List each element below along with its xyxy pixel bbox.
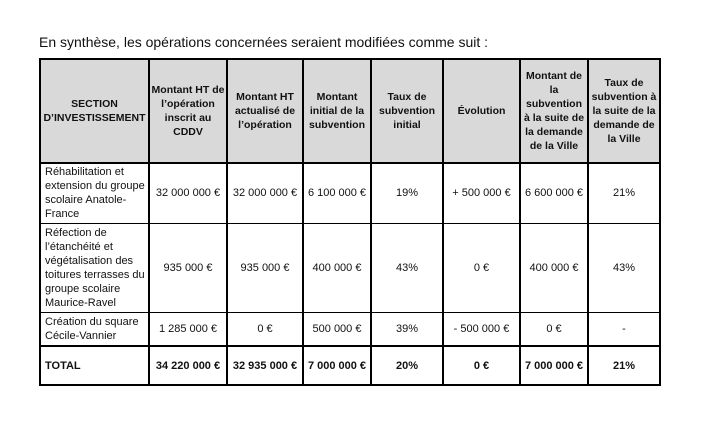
header-taux-subvention-initial: Taux de subvention initial [371, 59, 443, 163]
investment-operations-table [39, 58, 661, 386]
table-header-row [40, 59, 660, 163]
table-row [40, 223, 660, 312]
header-evolution: Évolution [443, 59, 520, 163]
table-cell: - [588, 312, 660, 346]
table-cell: 400 000 € [520, 223, 588, 312]
total-cell: 20% [371, 346, 443, 385]
header-montant-ht-cddv: Montant HT de l’opération inscrit au CDDV [149, 59, 227, 163]
table-cell: - 500 000 € [443, 312, 520, 346]
table-cell: 19% [371, 163, 443, 223]
total-cell: 32 935 000 € [227, 346, 303, 385]
row-label-cell: Réfection de l’étanchéité et végétalisation des toitures terrasses du groupe scolaire Maurice-Ravel [40, 223, 149, 312]
table-cell: 39% [371, 312, 443, 346]
total-cell: 7 000 000 € [520, 346, 588, 385]
table-cell: 400 000 € [303, 223, 371, 312]
row-label-cell: Réhabilitation et extension du groupe scolaire Anatole-France [40, 163, 149, 223]
header-montant-initial-subvention: Montant initial de la subvention [303, 59, 371, 163]
table-cell: 0 € [227, 312, 303, 346]
table-cell: 1 285 000 € [149, 312, 227, 346]
table-row [40, 163, 660, 223]
table-cell: 21% [588, 163, 660, 223]
table-cell: 43% [588, 223, 660, 312]
table-row [40, 312, 660, 346]
table-cell: 6 600 000 € [520, 163, 588, 223]
header-montant-ht-actualise: Montant HT actualisé de l’opération [227, 59, 303, 163]
table-cell: 32 000 000 € [149, 163, 227, 223]
row-label-cell: Création du square Cécile-Vannier [40, 312, 149, 346]
total-cell: 7 000 000 € [303, 346, 371, 385]
total-label-cell: TOTAL [40, 346, 149, 385]
table-cell: 6 100 000 € [303, 163, 371, 223]
total-cell: 0 € [443, 346, 520, 385]
table-cell: 32 000 000 € [227, 163, 303, 223]
table-total-row [40, 346, 660, 385]
total-cell: 21% [588, 346, 660, 385]
header-montant-subvention-demande-ville: Montant de la subvention à la suite de la demande de la Ville [520, 59, 588, 163]
header-section-investissement: SECTION D’INVESTISSEMENT [40, 59, 149, 163]
table-cell: + 500 000 € [443, 163, 520, 223]
table-cell: 935 000 € [227, 223, 303, 312]
table-cell: 0 € [520, 312, 588, 346]
table-cell: 43% [371, 223, 443, 312]
table-cell: 500 000 € [303, 312, 371, 346]
table-cell: 0 € [443, 223, 520, 312]
intro-sentence: En synthèse, les opérations concernées seraient modifiées comme suit : [39, 34, 489, 50]
total-cell: 34 220 000 € [149, 346, 227, 385]
table-cell: 935 000 € [149, 223, 227, 312]
header-taux-subvention-demande-ville: Taux de subvention à la suite de la demande de la Ville [588, 59, 660, 163]
